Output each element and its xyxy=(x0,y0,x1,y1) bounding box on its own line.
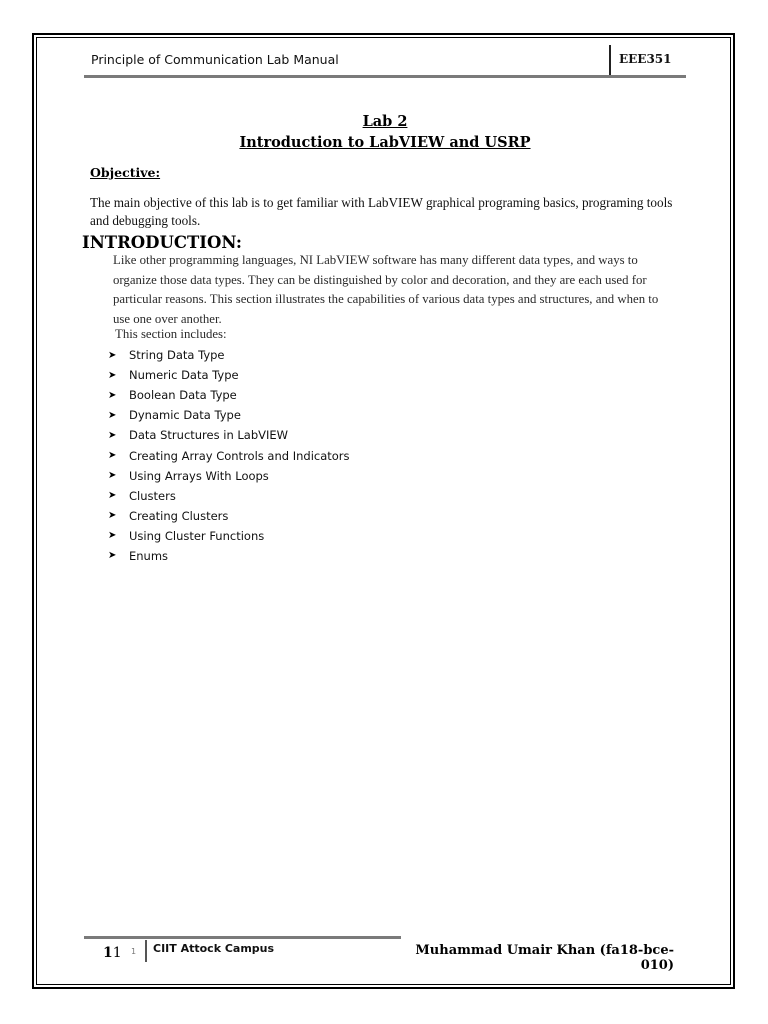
arrow-bullet-icon: ➤ xyxy=(108,530,117,542)
topic-label: Boolean Data Type xyxy=(129,388,237,403)
header-divider xyxy=(609,45,611,75)
introduction-text: Like other programming languages, NI LabVIEW software has many different data types, and ways to organize those data types. They can be distinguished by color and decoration, and they are each used for particular reasons. This section illustrates the capabilities of various data types and structures, and when to use one over another. xyxy=(113,253,659,326)
arrow-bullet-icon: ➤ xyxy=(108,409,117,421)
author-name: Muhammad Umair Khan (fa18-bce-010) xyxy=(415,943,674,973)
topic-label: Creating Clusters xyxy=(129,508,229,523)
objective-text: The main objective of this lab is to get familiar with LabVIEW graphical programing basics, programing tools and debugging tools. xyxy=(90,195,673,228)
lab-title-block xyxy=(84,111,686,153)
page-header xyxy=(84,45,686,78)
objective-heading: Objective: xyxy=(90,165,161,180)
list-item xyxy=(108,486,350,506)
page-number-small: 1 xyxy=(131,947,137,956)
topic-label: Enums xyxy=(129,548,169,563)
arrow-bullet-icon: ➤ xyxy=(108,550,117,562)
list-item xyxy=(108,385,350,405)
arrow-bullet-icon: ➤ xyxy=(108,429,117,441)
list-item xyxy=(108,405,350,425)
section-includes-text: This section includes: xyxy=(115,327,227,341)
list-item xyxy=(108,345,350,365)
list-item xyxy=(108,546,350,566)
lab-title: Introduction to LabVIEW and USRP xyxy=(239,134,531,151)
topic-label: String Data Type xyxy=(129,348,225,363)
list-item xyxy=(108,365,350,385)
arrow-bullet-icon: ➤ xyxy=(108,490,117,502)
page-number-rest: 1 xyxy=(112,945,122,961)
course-code: EEE351 xyxy=(619,52,672,66)
page-number-bold: 1 xyxy=(103,945,113,961)
arrow-bullet-icon: ➤ xyxy=(108,349,117,361)
topic-label: Dynamic Data Type xyxy=(129,408,241,423)
topic-label: Creating Array Controls and Indicators xyxy=(129,448,350,463)
list-item xyxy=(108,526,350,546)
topics-list xyxy=(108,345,350,566)
list-item xyxy=(108,425,350,445)
topic-label: Data Structures in LabVIEW xyxy=(129,428,289,443)
footer-divider xyxy=(145,940,147,962)
arrow-bullet-icon: ➤ xyxy=(108,450,117,462)
lab-number: Lab 2 xyxy=(362,113,408,130)
topic-label: Using Arrays With Loops xyxy=(129,468,269,483)
list-item xyxy=(108,445,350,465)
footer-rule xyxy=(84,936,401,939)
topic-label: Clusters xyxy=(129,488,176,503)
topic-label: Numeric Data Type xyxy=(129,368,239,383)
topic-label: Using Cluster Functions xyxy=(129,528,265,543)
introduction-heading: INTRODUCTION: xyxy=(82,233,242,252)
campus-name: CIIT Attock Campus xyxy=(153,942,275,955)
page-number xyxy=(103,945,122,961)
list-item xyxy=(108,466,350,486)
arrow-bullet-icon: ➤ xyxy=(108,470,117,482)
arrow-bullet-icon: ➤ xyxy=(108,510,117,522)
arrow-bullet-icon: ➤ xyxy=(108,369,117,381)
list-item xyxy=(108,506,350,526)
header-title: Principle of Communication Lab Manual xyxy=(91,52,339,67)
arrow-bullet-icon: ➤ xyxy=(108,389,117,401)
